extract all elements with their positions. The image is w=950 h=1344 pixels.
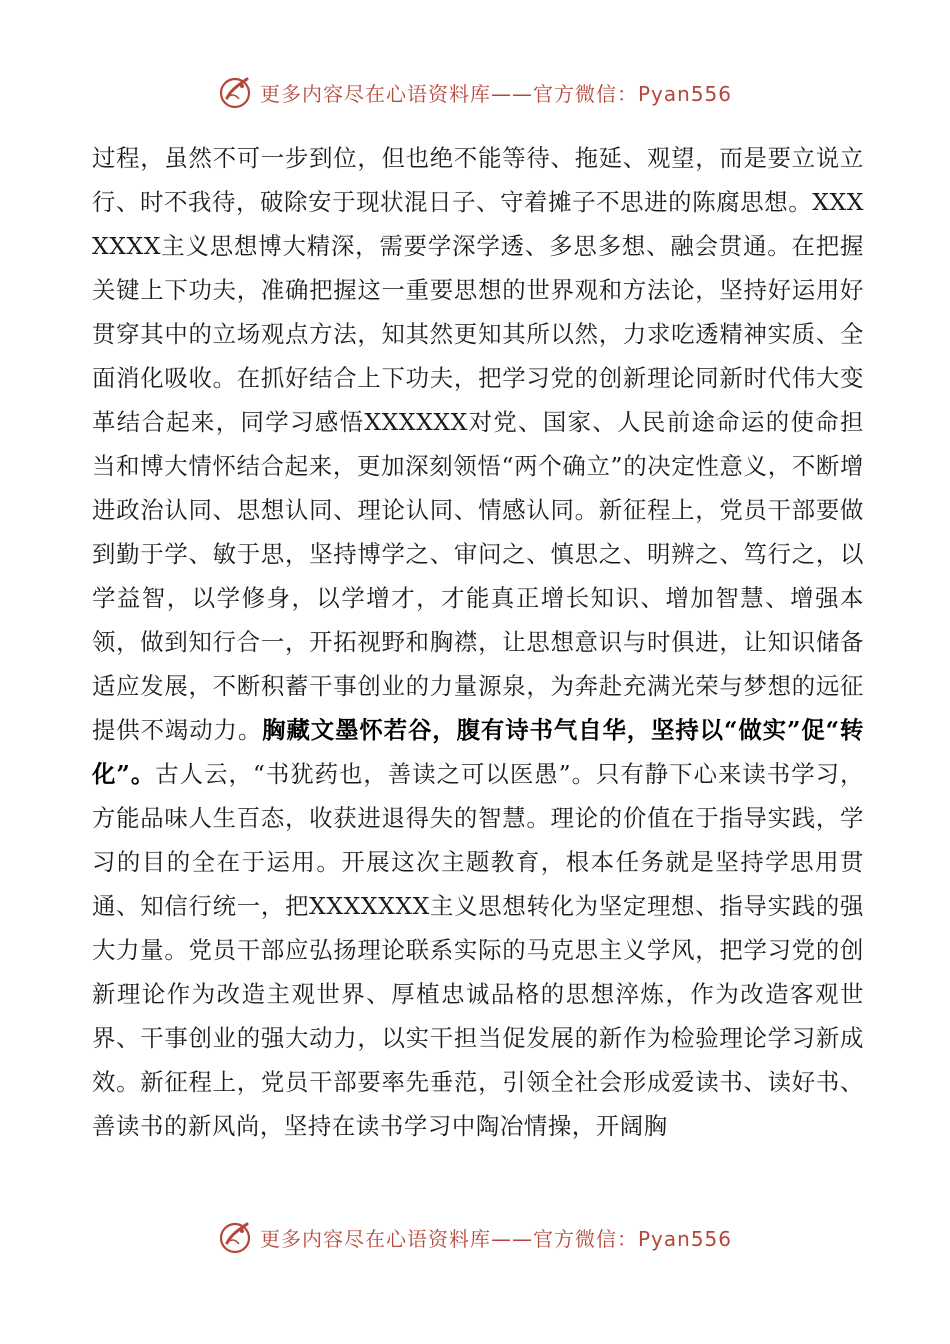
library-name: 更多内容尽在心语资料库: [259, 81, 491, 106]
document-body: [92, 136, 864, 1148]
wechat-id: Pyan556: [637, 81, 732, 106]
banner-separator: ——: [490, 81, 533, 106]
footer-banner-text: [260, 1223, 732, 1252]
wechat-id: Pyan556: [637, 1226, 732, 1251]
header-banner-text: [260, 78, 732, 107]
header-banner: [0, 70, 950, 114]
paragraph-text-part-2: 古人云，“书犹药也，善读之可以医愚”。只有静下心来读书学习，方能品味人生百态，收获进退得失的智慧。理论的价值在于指导实践，学习的目的全在于运用。开展这次主题教育，根本任务就是坚持学思用贯通、知信行统一，把XXXXXXX主义思想转化为坚定理想、指导实践的强大力量。党员干部应弘扬理论联系实际的马克思主义学风，把学习党的创新理论作为改造主观世界、厚植忠诚品格的思想淬炼，作为改造客观世界、干事创业的强大动力，以实干担当促发展的新作为检验理论学习新成效。新征程上，党员干部要率先垂范，引领全社会形成爱读书、读好书、善读书的新风尚，坚持在读书学习中陶冶情操，开阔胸: [92, 760, 864, 1140]
paragraph-text-part-1: 过程，虽然不可一步到位，但也绝不能等待、拖延、观望，而是要立说立行、时不我待，破除安于现状混日子、守着摊子不思进的陈腐思想。XXXXXXX主义思想博大精深，需要学深学透、多思多想、融会贯通。在把握关键上下功夫，准确把握这一重要思想的世界观和方法论，坚持好运用好贯穿其中的立场观点方法，知其然更知其所以然，力求吃透精神实质、全面消化吸收。在抓好结合上下功夫，把学习党的创新理论同新时代伟大变革结合起来，同学习感悟XXXXXX对党、国家、人民前途命运的使命担当和博大情怀结合起来，更加深刻领悟“两个确立”的决定性意义，不断增进政治认同、思想认同、理论认同、情感认同。新征程上，党员干部要做到勤于学、敏于思，坚持博学之、审问之、慎思之、明辨之、笃行之，以学益智，以学修身，以学增才，才能真正增长知识、增加智慧、增强本领，做到知行合一，开拓视野和胸襟，让思想意识与时俱进，让知识储备适应发展，不断积蓄干事创业的力量源泉，为奔赴充满光荣与梦想的远征提供不竭动力。: [92, 144, 864, 744]
ink-brush-logo-icon: [218, 1219, 254, 1255]
bold-section-heading: 胸藏文墨怀若谷，腹有诗书气自华，坚持以“做实”促“转化”。: [92, 716, 864, 788]
banner-separator: ——: [490, 1226, 533, 1251]
wechat-label: 官方微信：: [532, 81, 638, 106]
ink-brush-logo-icon: [218, 74, 254, 110]
library-name: 更多内容尽在心语资料库: [259, 1226, 491, 1251]
footer-banner: [0, 1215, 950, 1259]
wechat-label: 官方微信：: [532, 1226, 638, 1251]
